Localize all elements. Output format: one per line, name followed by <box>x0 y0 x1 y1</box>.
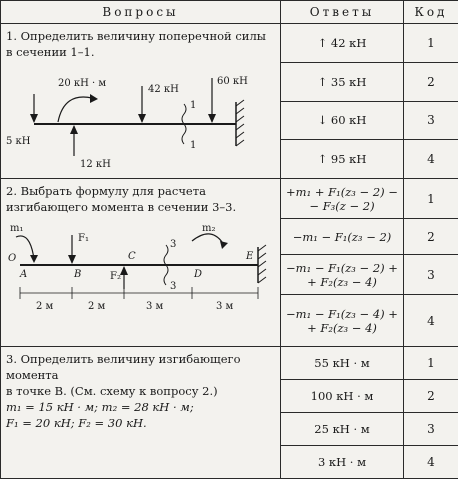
header-questions: Вопросы <box>1 1 281 24</box>
q2-answer-2[interactable] <box>281 219 404 255</box>
q1-answer-3[interactable]: ↓ 60 кН <box>281 101 404 140</box>
q1-row-1 <box>1 24 458 63</box>
q3-code-4: 4 <box>404 446 458 479</box>
q1-answer-1[interactable]: ↑ 42 кН <box>281 24 404 63</box>
q1-answer-2[interactable]: ↑ 35 кН <box>281 62 404 101</box>
q2-answer-3[interactable] <box>281 255 404 295</box>
q2-code-2: 2 <box>404 219 458 255</box>
q2-label-m1: m₁ <box>10 223 24 234</box>
q2-dim-1: 2 м <box>36 301 54 312</box>
q2-answer-4-line-2: + F₂(z₃ − 4) <box>281 321 403 335</box>
q2-text: 2. Выбрать формулу для расчета изгибающего момента в сечении 3–3. <box>6 183 275 215</box>
q3-code-1: 1 <box>404 347 458 380</box>
q3-answer-1[interactable]: 55 кН · м <box>281 347 404 380</box>
q3-line-4: F₁ = 20 кН; F₂ = 30 кН. <box>6 415 275 431</box>
q2-answer-3-line-1: −m₁ − F₁(z₃ − 2) + <box>281 261 403 275</box>
q2-label-F1: F₁ <box>78 233 89 244</box>
q2-row-1 <box>1 179 458 219</box>
q2-answer-1[interactable] <box>281 179 404 219</box>
q2-answer-4-line-1: −m₁ − F₁(z₃ − 4) + <box>281 307 403 321</box>
q1-section-bottom: 1 <box>190 140 196 151</box>
header-answers: Ответы <box>281 1 404 24</box>
q1-answer-4[interactable]: ↑ 95 кН <box>281 140 404 179</box>
q3-code-3: 3 <box>404 413 458 446</box>
q2-cell <box>1 179 281 347</box>
q2-point-B: B <box>73 269 81 280</box>
q3-line-3: m₁ = 15 кН · м; m₂ = 28 кН · м; <box>6 399 275 415</box>
q1-code-1: 1 <box>404 24 458 63</box>
q2-point-C: C <box>128 251 136 262</box>
header-row <box>1 1 458 24</box>
q1-section-top: 1 <box>190 100 196 111</box>
q1-text: 1. Определить величину поперечной силы в сечении 1–1. <box>6 28 275 60</box>
header-code: Код <box>404 1 458 24</box>
q1-cell <box>1 24 281 179</box>
q3-cell <box>1 347 281 479</box>
q1-beam-diagram <box>6 64 274 174</box>
q2-label-F2: F₂ <box>110 271 121 282</box>
q2-answer-2-line-1: −m₁ − F₁(z₃ − 2) <box>281 230 403 244</box>
q2-dim-4: 3 м <box>216 301 234 312</box>
q1-code-3: 3 <box>404 101 458 140</box>
q2-code-1: 1 <box>404 179 458 219</box>
q2-section-bottom: 3 <box>170 281 176 292</box>
q3-answer-3[interactable]: 25 кН · м <box>281 413 404 446</box>
q2-beam-diagram <box>6 219 274 315</box>
q2-answer-1-line-1: +m₁ + F₁(z₃ − 2) − <box>281 185 403 199</box>
q2-point-A: A <box>19 269 27 280</box>
q2-dim-3: 3 м <box>146 301 164 312</box>
q3-line-1: 3. Определить величину изгибающего момента <box>6 351 275 383</box>
q2-point-E: E <box>245 251 254 262</box>
q2-point-O: O <box>8 253 16 264</box>
q1-code-2: 2 <box>404 62 458 101</box>
q2-answer-4[interactable] <box>281 295 404 347</box>
q2-code-3: 3 <box>404 255 458 295</box>
q2-point-D: D <box>193 269 202 280</box>
q3-answer-2[interactable]: 100 кН · м <box>281 380 404 413</box>
q1-label-f2: 60 кН <box>217 76 248 87</box>
q3-row-1 <box>1 347 458 380</box>
q3-line-2: в точке B. (См. схему к вопросу 2.) <box>6 383 275 399</box>
q1-code-4: 4 <box>404 140 458 179</box>
q3-code-2: 2 <box>404 380 458 413</box>
q2-answer-1-line-2: − F₃(z − 2) <box>281 199 403 213</box>
q2-code-4: 4 <box>404 295 458 347</box>
q2-answer-3-line-2: + F₂(z₃ − 4) <box>281 275 403 289</box>
q1-label-bottom: 12 кН <box>80 159 111 170</box>
q1-label-left: 5 кН <box>6 136 31 147</box>
q1-label-moment: 20 кН · м <box>58 78 106 89</box>
q1-label-f1: 42 кН <box>148 84 179 95</box>
q2-label-m2: m₂ <box>202 223 216 234</box>
q2-dim-2: 2 м <box>88 301 106 312</box>
q3-answer-4[interactable]: 3 кН · м <box>281 446 404 479</box>
q2-section-top: 3 <box>170 239 176 250</box>
